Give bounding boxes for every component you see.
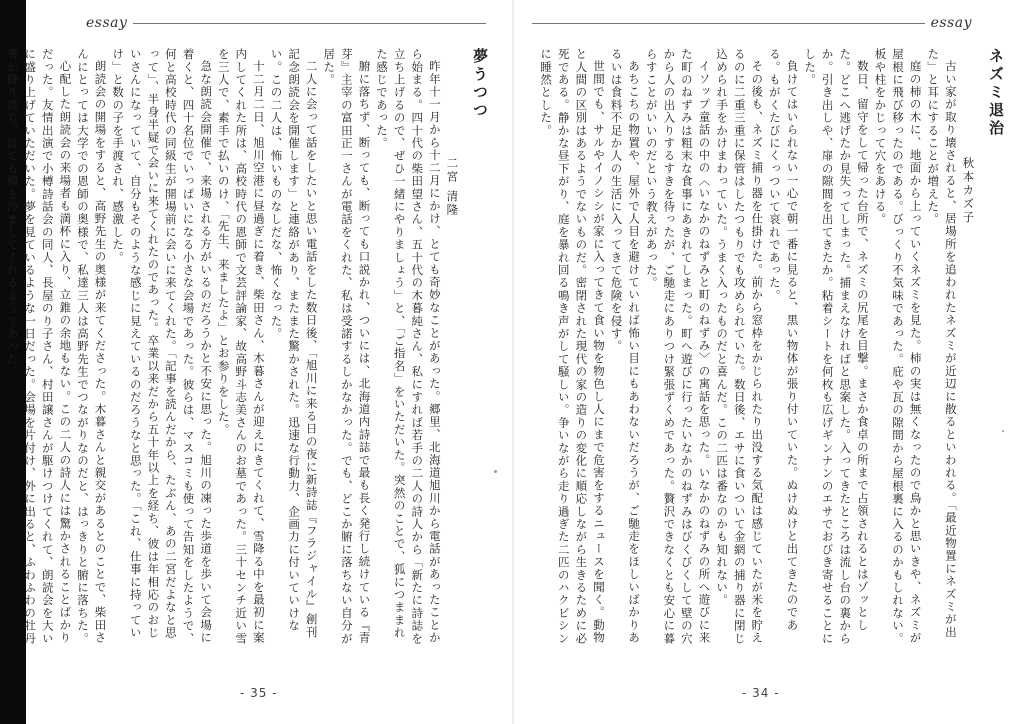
header-rule <box>133 23 486 24</box>
header-rule <box>532 23 925 24</box>
running-header <box>86 14 486 32</box>
paragraph: あちこちの物置や、屋外で人目を避けていれば怖い目にもあわないだろうが、ご馳走をほしいばかりあるいは食料不足か人の生活に入ってきて危険を侵す。 <box>609 48 642 644</box>
left-page <box>5 0 512 724</box>
paragraph: 二人に会って話をしたいと思い電話をした数日後、「旭川に来る日の夜に新詩誌『フラジャイル』創刊記念朗読会を開催します」と連絡があり、またまた驚かされた。迅速な行動力、企画力に付いていけない。この二人は、怖いものなしだな、怖くなった。 <box>269 48 319 638</box>
paragraph: 数日、留守をして帰った台所で、ネズミの尻尾を目撃。まさか食卓の所まで占領されるとはゾッとした。どこへ逃げたか見失ってしまった。捕まえなければと思案した。入ってきたところは流し台の裏からか。引き出しや、扉の隙間を出てきたか。粘着シートを何枚も広げギンナンのエサでおびき寄せることにした。 <box>803 48 870 645</box>
essay-body <box>539 48 1005 648</box>
scan-speck <box>494 470 497 473</box>
essay-title: 夢うつつ <box>471 48 489 120</box>
right-page <box>514 0 1024 724</box>
paragraph: 急な朗読会開催で、来場される方がいるのだろうかと不安に思った。旭川の凍った歩道を歩いて会場に着くと、四十名位でいっぱいになる小さな会場であった。彼らは、マスコミも使って告知をしたようで、何と高校時代の同級生が開場前に会いに来てくれた。「記事を読んだから、たぶん、あの二宮だよなと思って」、半身半疑で会いに来てくれたのであった。卒業以来だから五十年以上を経ち、彼は年相応のおじいさんになっていて、自分もそのような感じに見えているのだろうなと思った。「これ、仕事に持っていけ」と数の子を手渡され、感激した。 <box>111 48 214 645</box>
header-label: essay <box>930 15 972 31</box>
essay-body <box>5 48 489 648</box>
paragraph: その後も、ネズミ捕り器を仕掛けた。前から窓枠をかじられたり出没する気配は感じていたが米を貯えるのに二重三重に保管はしたつもりでも攻められていた。数日後、エサに食いついて金網の捕り器に閉じ込められ手をかけまわっていた。うまく入ったものだと喜んだ。この二匹は番なのかも知れない。 <box>715 48 765 645</box>
page-number: - 35 - <box>240 686 278 700</box>
essay-author: 二宮 清隆 <box>445 157 460 217</box>
essay-title: ネズミ退治 <box>987 48 1005 138</box>
paragraph: 腑に落ちず、断っても、断っても口説かれ、ついには、北海道内詩誌で最も長く発行し続けている『青芽』主宰の富田正一さんが電話をくれた、私は受諾するしかなかった。でも、どこか腑に落ちない自分が居た。 <box>322 48 372 645</box>
paragraph: 庭の柿の木に、地面から上っていくネズミを見た。柿の実は無くなったので鳥かと思いきや、ネズミが屋根に飛び移ったのである。びっくり不気味であった。庇や瓦の隙間から屋根裏に入るのかもしれない。板や柱をかじって穴をあける。 <box>873 48 923 645</box>
scan-speck <box>1002 430 1004 432</box>
paragraph: 昨年十一月から十二月にかけ、とても奇妙なことがあった。郷里、北海道旭川から電話があったことから始まる。四十代の柴田望さん、五十代の木暮純さん、私にすれば若手の二人の詩人から「新たに詩誌を立ち上げるので、ぜひ一緒にやりましょう」と、「ご指名」をいただいた。突然のことで、狐につままれた感じであった。 <box>375 48 442 645</box>
paragraph: 心配した朗読会の来場者も満杯に入り、立錐の余地もない。この二人の詩人には驚かされることばかりだった。友情出演で小樽詩話会の同人、長屋のり子さん、村田譲さんが駆けつけてくれて、朗読会を大いに盛り上げていただいた。夢を見ているような一日だった。会場を片付け、外に出ると、ふわふわの牡丹雪が降り落ち、ほてる頬を冷ましてくれるようであった。 <box>5 48 73 645</box>
paragraph: イソップ童話の中の〈いなかのねずみと町のねずみ〉の寓話を思った。いなかのねずみの所へ遊びに来た町のねずみは粗末な食事にあきれてしまった。町へ遊びに行ったいなかのねずみはびくびくして壁の穴から人の出入りするすきを待ったが、ご馳走にありつけ緊張ずくめであった。贅沢できなくとも安心に暮らすことがいいのだという教えがあった。 <box>644 48 712 645</box>
paragraph: 負けてはいられない一心で朝一番に見ると、黒い物体が張り付いていた。ぬけぬけと出てきたのである。もがくたびにくっついて哀れであった。 <box>767 48 800 631</box>
page-number: - 34 - <box>742 686 780 700</box>
header-label: essay <box>86 15 128 31</box>
paragraph: 十二月二日、旭川空港に昼過ぎに着き、柴田さん、木暮さんが迎えにきてくれて、雪降る中を最初に案内してくれた所は、高校時代の恩師で文芸評論家、故高野斗志美さんのお墓であった。三十センチ近い雪を三人で、素手で払いのけ、「先生、来ましたよ」とお参りをした。 <box>216 48 266 645</box>
essay-author: 秋本カズ子 <box>961 157 976 225</box>
paragraph: 世間でも、サルやイノシシが家に入ってきて食い物を物色し人にまで危害をするニュースを聞く。動物と人間の区別はあるようでないものだ。密閉された現代の家の造りの変化に順応しながら生きるために必死である。静かな昼下がり、庭を暴れ回る鳴き声がして騒しい。争いながら走り過ぎた二匹のハクビシンに睡然とした。 <box>539 48 606 645</box>
paragraph: 古い家が取り壊されると、居場所を追われたネズミが近辺に散るといわれる。「最近物置にネズミが出た」と耳にすることが増えた。 <box>926 48 958 638</box>
paragraph: 朗読会の開場をすると、高野先生の奥様が来てくださった。木暮さんと親交があるとのことで、柴田さんにとっては大学での恩師の奥様で、私達三人は高野先生でつながりなのだと、はっきりと腑に落ちた。 <box>75 48 108 645</box>
running-header <box>532 14 972 32</box>
